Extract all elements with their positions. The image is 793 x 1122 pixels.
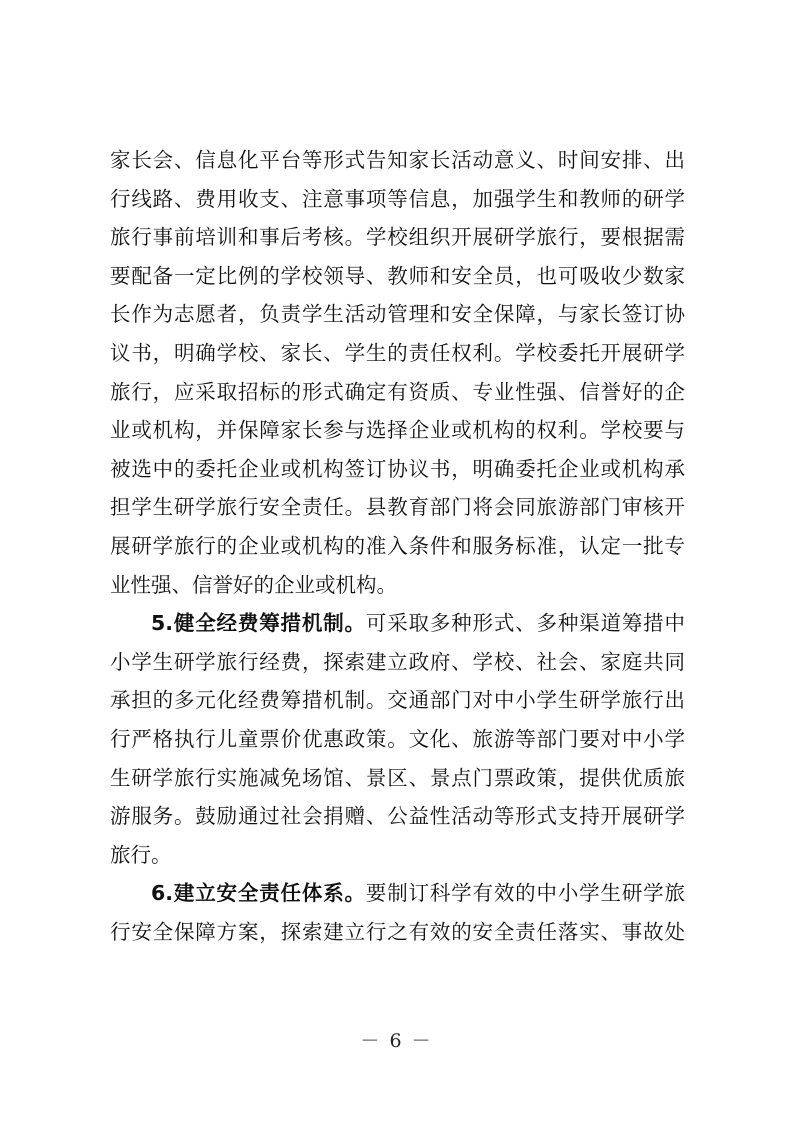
text-line: 旅行。 [110,842,172,867]
text-line: 要配备一定比例的学校领导、教师和安全员，也可吸收少数家 [110,263,685,288]
section-6-heading: 6.建立安全责任体系。 [151,881,366,906]
text-line: 行严格执行儿童票价优惠政策。文化、旅游等部门要对中小学 [110,726,685,751]
text-line: 生研学旅行实施减免场馆、景区、景点门票政策，提供优质旅 [110,765,685,790]
section-6-text: 要制订科学有效的中小学生研学旅 [365,881,685,906]
section-5-paragraph [110,604,685,874]
text-line: 承担的多元化经费筹措机制。交通部门对中小学生研学旅行出 [110,688,685,713]
text-line: 旅行事前培训和事后考核。学校组织开展研学旅行，要根据需 [110,225,685,250]
page-number: － 6 － [360,1030,433,1052]
text-line: 游服务。鼓励通过社会捐赠、公益性活动等形式支持开展研学 [110,804,685,829]
text-line: 旅行，应采取招标的形式确定有资质、专业性强、信誉好的企 [110,379,685,404]
section-5-text: 可采取多种形式、多种渠道筹措中 [365,611,685,636]
text-line: 小学生研学旅行经费，探索建立政府、学校、社会、家庭共同 [110,649,685,674]
text-line: 业性强、信誉好的企业或机构。 [110,572,397,597]
text-line: 行线路、费用收支、注意事项等信息，加强学生和教师的研学 [110,186,685,211]
text-line: 担学生研学旅行安全责任。县教育部门将会同旅游部门审核开 [110,495,685,520]
section-5-first-line [110,604,685,643]
text-line: 行安全保障方案，探索建立行之有效的安全责任落实、事故处 [110,919,685,944]
text-line: 长作为志愿者，负责学生活动管理和安全保障，与家长签订协 [110,302,685,327]
section-6-first-line [110,874,685,913]
text-line: 被选中的委托企业或机构签订协议书，明确委托企业或机构承 [110,456,685,481]
text-line: 业或机构，并保障家长参与选择企业或机构的权利。学校要与 [110,418,685,443]
continued-paragraph [110,141,685,604]
section-5-heading: 5.健全经费筹措机制。 [151,611,366,636]
document-body [110,141,685,951]
text-line: 展研学旅行的企业或机构的准入条件和服务标准，认定一批专 [110,533,685,558]
text-line: 议书，明确学校、家长、学生的责任权利。学校委托开展研学 [110,340,685,365]
section-6-paragraph [110,874,685,951]
text-line: 家长会、信息化平台等形式告知家长活动意义、时间安排、出 [110,148,685,172]
